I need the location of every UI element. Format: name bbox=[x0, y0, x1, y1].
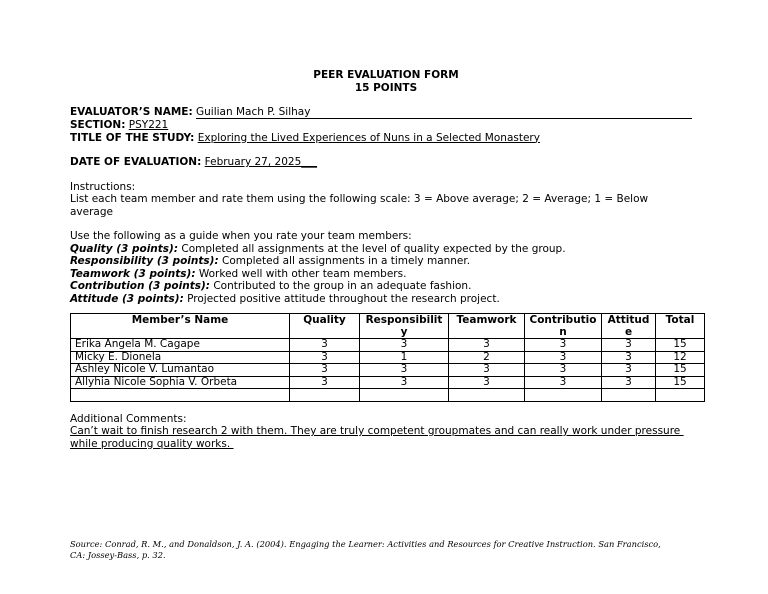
study-label: TITLE OF THE STUDY: bbox=[70, 131, 195, 144]
criterion-desc: Completed all assignments in a timely manner. bbox=[218, 255, 471, 267]
source-citation bbox=[70, 539, 710, 560]
evaluation-table bbox=[70, 313, 705, 402]
responsibility-score: 3 bbox=[360, 376, 449, 389]
teamwork-score bbox=[449, 389, 525, 402]
quality-score: 3 bbox=[290, 351, 360, 364]
member-name bbox=[71, 389, 290, 402]
header-teamwork: Teamwork bbox=[449, 314, 525, 339]
header-quality: Quality bbox=[290, 314, 360, 339]
responsibility-score bbox=[360, 389, 449, 402]
criterion-teamwork bbox=[70, 268, 702, 281]
total-score bbox=[656, 389, 705, 402]
table-header-row bbox=[71, 314, 705, 339]
criterion-desc: Completed all assignments at the level of quality expected by the group. bbox=[178, 242, 566, 255]
criterion-desc: Worked well with other team members. bbox=[195, 267, 407, 280]
header-total: Total bbox=[656, 314, 705, 339]
criterion-name: Responsibility (3 points): bbox=[70, 255, 219, 267]
source-line-2: CA: Jossey-Bass, p. 32. bbox=[70, 549, 166, 560]
source-line-1: Source: Conrad, R. M., and Donaldson, J. A. (2004). Engaging the Learner: Activities and Resources for Creative Instruction. San Francisco, bbox=[70, 539, 661, 549]
criterion-name: Quality (3 points): bbox=[70, 242, 179, 255]
criterion-desc: Projected positive attitude throughout the research project. bbox=[183, 292, 500, 305]
attitude-score: 3 bbox=[602, 376, 656, 389]
header-responsibility: Responsibility bbox=[360, 314, 449, 339]
section-value: PSY221 bbox=[128, 119, 169, 131]
date-label: DATE OF EVALUATION: bbox=[70, 156, 202, 168]
criterion-name: Teamwork (3 points): bbox=[70, 267, 196, 280]
instructions-line-1: List each team member and rate them using the following scale: 3 = Above average; 2 = Average; 1 = Below bbox=[70, 193, 649, 205]
teamwork-score: 3 bbox=[449, 339, 525, 352]
criterion-quality bbox=[70, 243, 702, 256]
contribution-score bbox=[525, 389, 602, 402]
teamwork-score: 3 bbox=[449, 376, 525, 389]
responsibility-score: 3 bbox=[360, 339, 449, 352]
quality-score: 3 bbox=[290, 376, 360, 389]
header-members-name: Member’s Name bbox=[71, 314, 290, 339]
date-line bbox=[70, 156, 702, 169]
evaluator-label: EVALUATOR’S NAME: bbox=[70, 106, 193, 118]
table-row bbox=[71, 351, 705, 364]
section-label: SECTION: bbox=[70, 119, 126, 131]
comments-line-1: Can’t wait to finish research 2 with them. They are truly competent groupmates and can really work under pressure bbox=[70, 425, 684, 437]
table-row bbox=[71, 376, 705, 389]
total-score: 12 bbox=[656, 351, 705, 364]
attitude-score: 3 bbox=[602, 339, 656, 352]
header-attitude: Attitude bbox=[602, 314, 656, 339]
contribution-score: 3 bbox=[525, 364, 602, 377]
attitude-score: 3 bbox=[602, 351, 656, 364]
responsibility-score: 1 bbox=[360, 351, 449, 364]
guide-text: Use the following as a guide when you rate your team members: bbox=[70, 230, 412, 242]
total-score: 15 bbox=[656, 376, 705, 389]
responsibility-score: 3 bbox=[360, 364, 449, 377]
form-points: 15 POINTS bbox=[354, 82, 418, 94]
contribution-score: 3 bbox=[525, 376, 602, 389]
member-name: Allyhia Nicole Sophia V. Orbeta bbox=[71, 376, 290, 389]
attitude-score: 3 bbox=[602, 364, 656, 377]
quality-score: 3 bbox=[290, 339, 360, 352]
attitude-score bbox=[602, 389, 656, 402]
table-row bbox=[71, 364, 705, 377]
contribution-score: 3 bbox=[525, 339, 602, 352]
criterion-name: Attitude (3 points): bbox=[70, 292, 184, 305]
table-row-empty bbox=[71, 389, 705, 402]
member-name: Micky E. Dionela bbox=[71, 351, 290, 364]
criterion-contribution bbox=[70, 280, 702, 293]
evaluator-line bbox=[70, 106, 702, 119]
instructions-heading: Instructions: bbox=[70, 180, 136, 193]
table-row bbox=[71, 339, 705, 352]
comments-line-2: while producing quality works. bbox=[70, 437, 234, 450]
criterion-name: Contribution (3 points): bbox=[70, 280, 210, 292]
total-score: 15 bbox=[656, 364, 705, 377]
total-score: 15 bbox=[656, 339, 705, 352]
study-value: Exploring the Lived Experiences of Nuns in a Selected Monastery bbox=[197, 131, 540, 144]
form-title: PEER EVALUATION FORM bbox=[313, 69, 459, 81]
teamwork-score: 2 bbox=[449, 351, 525, 364]
criterion-desc: Contributed to the group in an adequate fashion. bbox=[209, 280, 472, 292]
contribution-score: 3 bbox=[525, 351, 602, 364]
criterion-attitude bbox=[70, 293, 702, 306]
quality-score: 3 bbox=[290, 364, 360, 377]
form-content bbox=[70, 69, 702, 450]
evaluator-name: Guilian Mach P. Silhay bbox=[196, 107, 692, 119]
instructions-line-2: average bbox=[70, 205, 113, 218]
header-contribution: Contribution bbox=[525, 314, 602, 339]
comments-heading: Additional Comments: bbox=[70, 412, 187, 425]
member-name: Erika Angela M. Cagape bbox=[71, 339, 290, 352]
member-name: Ashley Nicole V. Lumantao bbox=[71, 364, 290, 377]
quality-score bbox=[290, 389, 360, 402]
study-line bbox=[70, 132, 702, 145]
date-value: February 27, 2025___ bbox=[204, 156, 318, 168]
section-line bbox=[70, 119, 702, 132]
teamwork-score: 3 bbox=[449, 364, 525, 377]
criterion-responsibility bbox=[70, 255, 702, 268]
